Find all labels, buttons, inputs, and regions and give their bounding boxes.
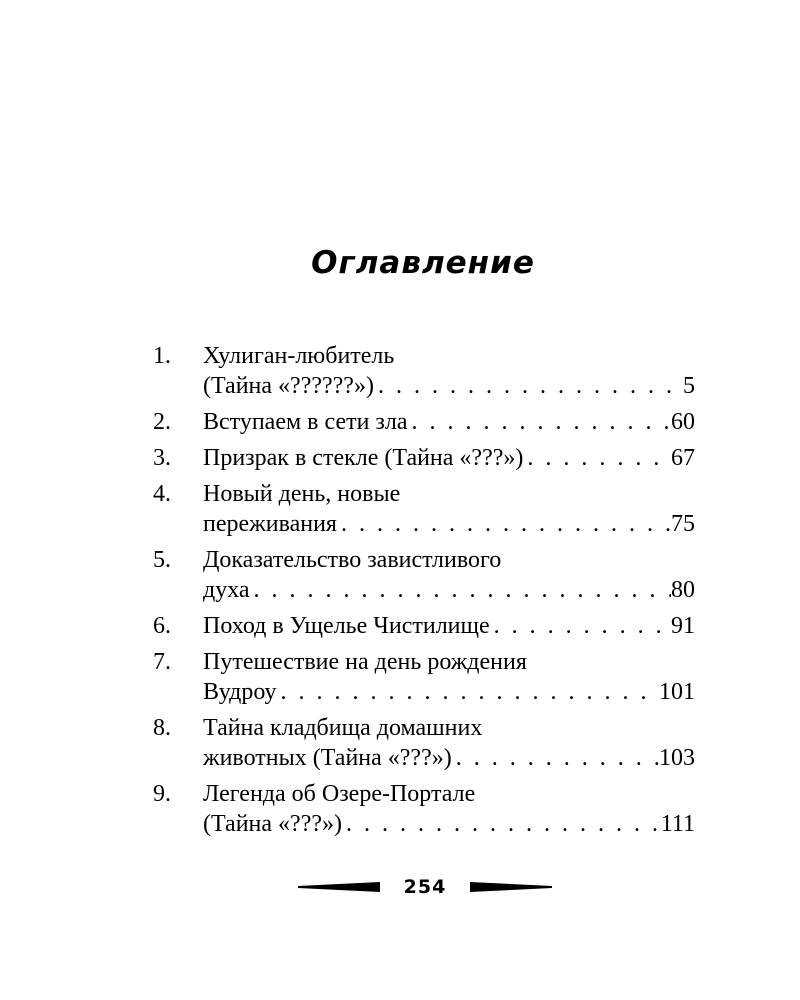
toc-entry-final-line [203, 371, 695, 401]
toc-entry-page-number: 60 [671, 409, 695, 435]
toc-leader-dots [337, 509, 671, 539]
toc-entry-title-first-line: Легенда об Озере-Портале [203, 781, 476, 807]
toc-entry-final-line [203, 575, 695, 605]
toc-entry-title-first-line: Тайна кладбища домашних [203, 715, 483, 741]
toc-entry-body [203, 407, 695, 437]
toc-entry-number: 7. [153, 649, 171, 675]
toc-entry-final-line [203, 407, 695, 437]
toc-entry [153, 341, 695, 401]
toc-entry-body [203, 611, 695, 641]
toc-entry-final-line [203, 443, 695, 473]
toc-entry-number: 2. [153, 409, 171, 435]
toc-entry [153, 611, 695, 641]
toc-entry [153, 713, 695, 773]
toc-entry [153, 647, 695, 707]
table-of-contents [153, 341, 695, 845]
toc-entry [153, 479, 695, 539]
toc-entry-body [203, 713, 695, 773]
toc-entry-title: животных (Тайна «???») [203, 745, 452, 771]
toc-entry-page-number: 111 [660, 811, 695, 837]
toc-entry-final-line [203, 743, 695, 773]
toc-entry-page-number: 80 [671, 577, 695, 603]
toc-entry-page-number: 101 [659, 679, 695, 705]
toc-entry-title: Вступаем в сети зла [203, 409, 408, 435]
toc-entry-title: Вудроу [203, 679, 277, 705]
toc-entry-final-line [203, 509, 695, 539]
left-ornament-icon [298, 881, 380, 893]
toc-entry-body [203, 779, 695, 839]
toc-entry-body [203, 443, 695, 473]
toc-entry-number: 1. [153, 343, 171, 369]
toc-leader-dots [374, 371, 683, 401]
toc-entry-title: (Тайна «???») [203, 811, 342, 837]
toc-entry-page-number: 103 [659, 745, 695, 771]
toc-leader-dots [452, 743, 659, 773]
toc-entry-body [203, 545, 695, 605]
toc-leader-dots [408, 407, 671, 437]
toc-entry-title-first-line: Новый день, новые [203, 481, 401, 507]
toc-entry-title-first-line: Путешествие на день рождения [203, 649, 527, 675]
toc-entry-final-line [203, 809, 695, 839]
toc-entry-body [203, 479, 695, 539]
toc-entry-page-number: 75 [671, 511, 695, 537]
page-number: 254 [403, 876, 447, 898]
toc-entry-final-line [203, 611, 695, 641]
toc-entry-number: 4. [153, 481, 171, 507]
toc-entry-page-number: 91 [671, 613, 695, 639]
toc-entry-number: 8. [153, 715, 171, 741]
toc-entry-final-line [203, 677, 695, 707]
toc-leader-dots [342, 809, 661, 839]
right-ornament-icon [470, 881, 552, 893]
toc-entry-page-number: 5 [683, 373, 695, 399]
toc-entry-title: (Тайна «??????») [203, 373, 374, 399]
toc-leader-dots [250, 575, 671, 605]
toc-entry-title: переживания [203, 511, 337, 537]
toc-entry-title: духа [203, 577, 250, 603]
toc-entry-body [203, 341, 695, 401]
toc-entry [153, 779, 695, 839]
toc-leader-dots [523, 443, 671, 473]
toc-entry-body [203, 647, 695, 707]
toc-entry-number: 5. [153, 547, 171, 573]
toc-entry-number: 9. [153, 781, 171, 807]
toc-entry [153, 407, 695, 437]
toc-entry-title-first-line: Хулиган-любитель [203, 343, 395, 369]
page-title: Оглавление [311, 245, 535, 281]
toc-entry-number: 3. [153, 445, 171, 471]
toc-entry-title-first-line: Доказательство завистливого [203, 547, 502, 573]
toc-entry [153, 443, 695, 473]
toc-leader-dots [490, 611, 671, 641]
toc-leader-dots [276, 677, 659, 707]
toc-entry-title: Призрак в стекле (Тайна «???») [203, 445, 524, 471]
page-footer [298, 872, 552, 902]
toc-entry-page-number: 67 [671, 445, 695, 471]
toc-entry-title: Поход в Ущелье Чистилище [203, 613, 490, 639]
toc-entry [153, 545, 695, 605]
toc-entry-number: 6. [153, 613, 171, 639]
